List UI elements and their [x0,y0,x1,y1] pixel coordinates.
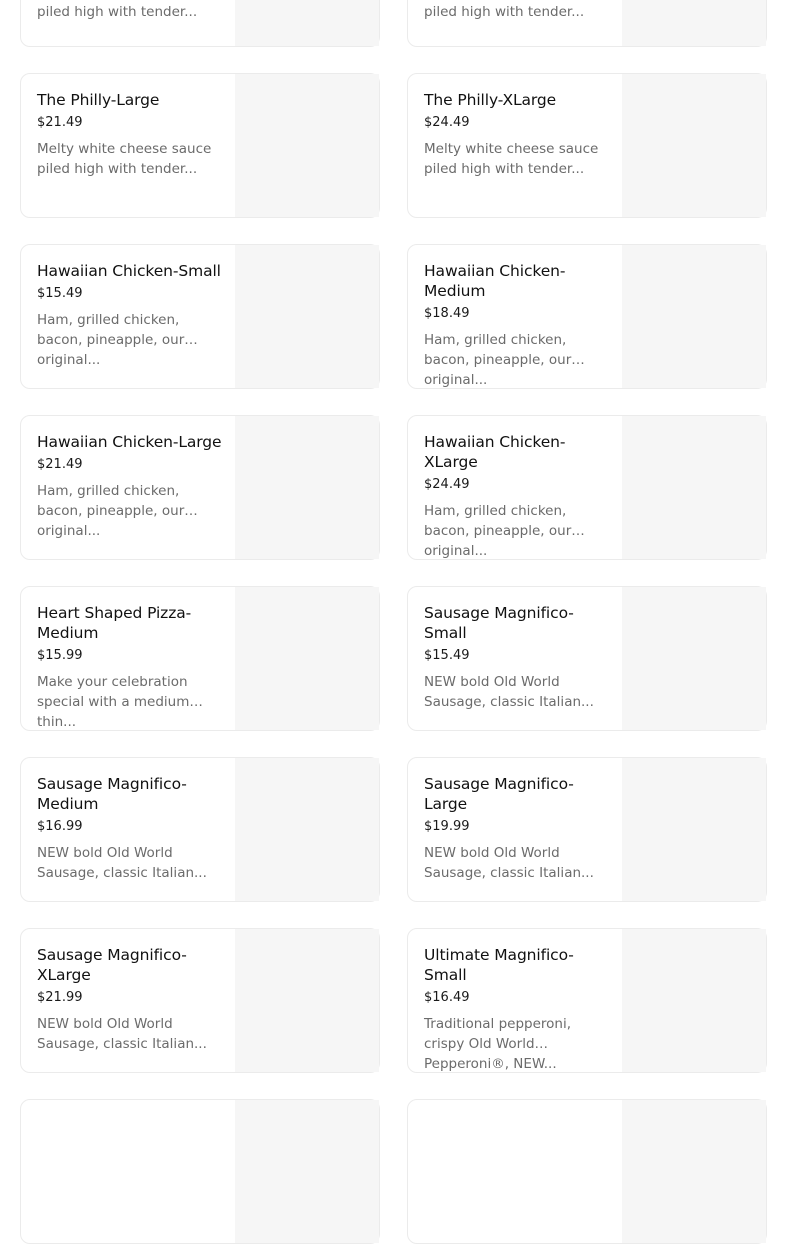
menu-item-name: Ultimate Magnifico-Small [424,946,574,984]
menu-item-card[interactable] [407,757,767,902]
menu-item-info [424,90,609,179]
menu-item-description: Traditional pepperoni, crispy Old World Pepperoni®, NEW... [424,1016,572,1072]
menu-item-info [37,945,222,1054]
menu-item-description: Ham, grilled chicken, bacon, pineapple, our original... [37,312,185,368]
menu-item-card[interactable] [20,757,380,902]
menu-item-description: NEW bold Old World Sausage, classic Italian... [424,845,594,881]
menu-item-description: NEW bold Old World Sausage, classic Italian... [37,845,207,881]
menu-item-image [235,1100,379,1243]
menu-item-info [424,261,609,388]
menu-item-image [235,245,379,388]
menu-item-card[interactable] [20,1099,380,1244]
menu-item-price: $21.49 [37,457,83,472]
menu-item-card[interactable] [20,415,380,560]
menu-item-card[interactable] [407,1099,767,1244]
menu-item-name: Sausage Magnifico-Medium [37,775,187,813]
menu-item-info [424,1116,609,1124]
menu-item-image [235,587,379,730]
menu-item-name: Hawaiian Chicken-Medium [424,262,566,300]
menu-item-info [424,432,609,559]
menu-item-card[interactable] [407,244,767,389]
menu-item-description: Ham, grilled chicken, bacon, pineapple, our original... [424,332,572,388]
menu-item-info [37,90,222,179]
menu-item-price: $19.99 [424,819,470,834]
menu-item-info [37,1116,222,1124]
menu-item-image [622,0,766,46]
menu-item-card[interactable] [407,415,767,560]
menu-item-description: piled high with tender... [424,4,585,20]
menu-item-description: NEW bold Old World Sausage, classic Italian... [37,1016,207,1052]
menu-item-price: $16.99 [37,819,83,834]
menu-item-info [424,603,609,712]
menu-item-card[interactable] [20,73,380,218]
menu-item-info [37,774,222,883]
menu-item-card[interactable] [20,586,380,731]
menu-item-info [424,774,609,883]
menu-item-image [622,1100,766,1243]
menu-item-name: Hawaiian Chicken-Small [37,262,221,280]
menu-item-description: Melty white cheese sauce piled high with tender... [424,141,599,177]
menu-item-image [622,758,766,901]
menu-item-price: $16.49 [424,990,470,1005]
menu-item-name: Sausage Magnifico-Small [424,604,574,642]
menu-item-description: Make your celebration special with a medium thin... [37,674,190,730]
menu-item-image [622,587,766,730]
menu-item-image [622,416,766,559]
menu-item-image [622,245,766,388]
menu-item-info [37,603,222,730]
menu-item-image [622,74,766,217]
menu-item-name: Sausage Magnifico-Large [424,775,574,813]
menu-item-price: $15.99 [37,648,83,663]
menu-item-card[interactable] [20,928,380,1073]
menu-item-card[interactable] [20,0,380,47]
menu-item-info [37,261,222,368]
menu-item-price: $24.49 [424,477,470,492]
menu-item-name: The Philly-XLarge [424,91,557,109]
menu-item-card[interactable] [407,0,767,47]
menu-item-name: Heart Shaped Pizza-Medium [37,604,192,642]
menu-item-description: piled high with tender... [37,4,198,20]
menu-item-image [235,416,379,559]
menu-item-info [424,945,609,1072]
menu-item-image [235,758,379,901]
menu-item-name: The Philly-Large [37,91,160,109]
menu-item-price: $21.49 [37,115,83,130]
menu-item-price: $15.49 [424,648,470,663]
menu-item-name: Hawaiian Chicken-Large [37,433,222,451]
menu-item-name: Hawaiian Chicken-XLarge [424,433,566,471]
menu-item-description: Ham, grilled chicken, bacon, pineapple, our original... [37,483,185,539]
menu-item-card[interactable] [407,73,767,218]
menu-item-image [235,74,379,217]
menu-item-info [37,432,222,539]
menu-item-description: Ham, grilled chicken, bacon, pineapple, our original... [424,503,572,559]
menu-item-price: $21.99 [37,990,83,1005]
menu-item-description: Melty white cheese sauce piled high with tender... [37,141,212,177]
menu-item-price: $24.49 [424,115,470,130]
menu-item-name: Sausage Magnifico-XLarge [37,946,187,984]
menu-item-card[interactable] [20,244,380,389]
menu-item-price: $18.49 [424,306,470,321]
menu-item-image [235,929,379,1072]
menu-item-card[interactable] [407,586,767,731]
menu-item-image [235,0,379,46]
menu-item-image [622,929,766,1072]
menu-item-price: $15.49 [37,286,83,301]
menu-item-card[interactable] [407,928,767,1073]
menu-item-description: NEW bold Old World Sausage, classic Italian... [424,674,594,710]
